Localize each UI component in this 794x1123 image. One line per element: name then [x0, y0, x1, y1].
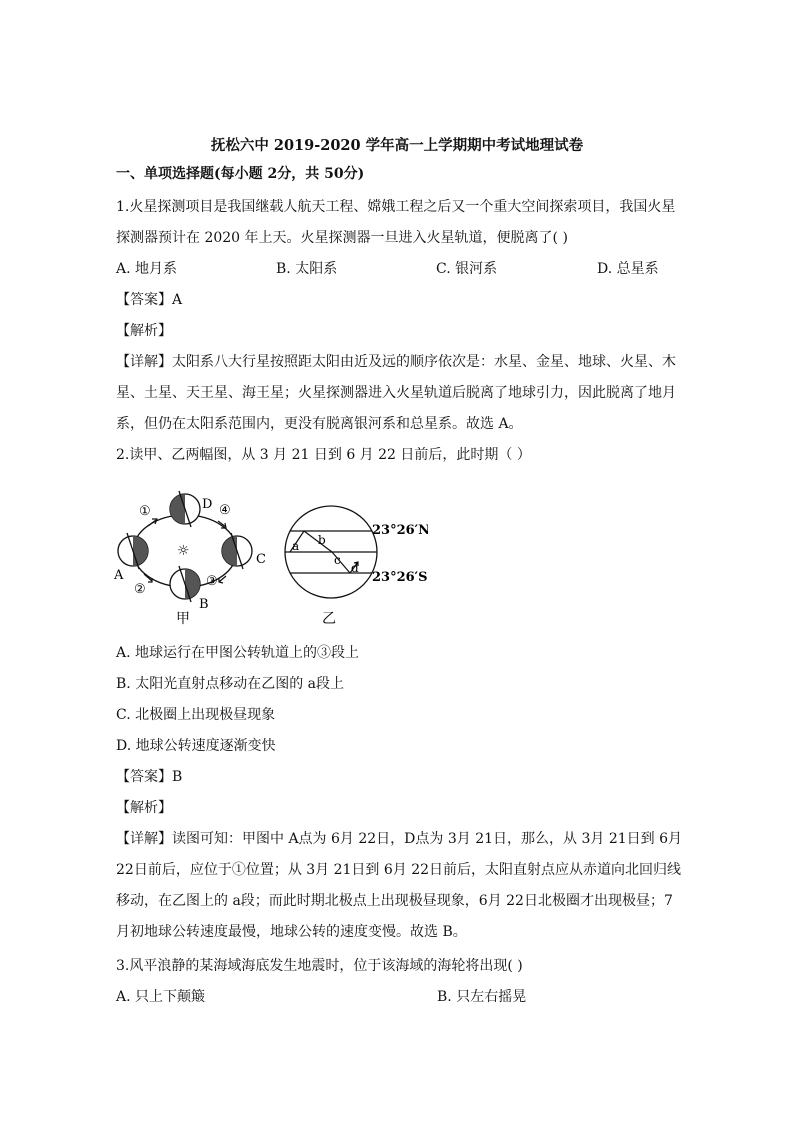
q2-detail-line-3: 移动，在乙图上的 a段；而此时期北极点上出现极昼现象，6月 22日北极圈才出现极昼；7: [116, 893, 673, 909]
q1-option-d: D. 总星系: [597, 261, 659, 277]
q2-answer: 【答案】B: [116, 769, 183, 785]
segment-c-label: c: [334, 553, 341, 567]
q3-option-a: A. 只上下颠簸: [116, 989, 206, 1005]
q2-detail-line-2: 22日前后，应位于①位置；从 3月 21日到 6月 22日前后，太阳直射点应从赤道向北回归线: [116, 862, 682, 878]
segment-4-label: ④: [219, 503, 231, 518]
q2-detail-line-4: 月初地球公转速度最慢，地球公转的速度变慢。故选 B。: [116, 924, 467, 940]
q1-option-c: C. 银河系: [436, 261, 498, 277]
figure-yi-caption: 乙: [322, 611, 336, 627]
sun-icon: ☼: [177, 543, 190, 559]
q1-analysis-label: 【解析】: [116, 323, 172, 339]
figure-jia-caption: 甲: [176, 611, 190, 627]
segment-b-label: b: [318, 533, 326, 547]
point-b-label: B: [199, 597, 209, 612]
segment-a-label: a: [292, 539, 300, 553]
q1-option-b: B. 太阳系: [276, 261, 338, 277]
q1-detail-line-1: 【详解】太阳系八大行星按照距太阳由近及远的顺序依次是：水星、金星、地球、火星、木: [116, 354, 676, 370]
segment-2-label: ②: [134, 582, 146, 597]
section-heading: 一、单项选择题(每小题 2分，共 50分): [116, 166, 365, 182]
q2-stem: 2.读甲、乙两幅图，从 3 月 21 日到 6 月 22 日前后，此时期（ ）: [116, 447, 531, 463]
q1-detail-line-2: 星、土星、天王星、海王星；火星探测器进入火星轨道后脱离了地球引力，因此脱离了地月: [116, 385, 676, 401]
q2-analysis-label: 【解析】: [116, 800, 172, 816]
segment-3-label: ③: [206, 574, 218, 589]
q1-answer: 【答案】A: [116, 292, 183, 308]
q1-stem-line-2: 探测器预计在 2020 年上天。火星探测器一旦进入火星轨道，便脱离了( ): [116, 230, 568, 246]
q2-option-b: B. 太阳光直射点移动在乙图的 a段上: [116, 676, 344, 692]
point-a-label: A: [114, 568, 124, 583]
q1-stem-line-1: 1.火星探测项目是我国继载人航天工程、嫦娥工程之后又一个重大空间探索项目，我国火星: [116, 199, 676, 215]
q2-option-d: D. 地球公转速度逐渐变快: [116, 738, 276, 754]
q3-option-b: B. 只左右摇晃: [437, 989, 527, 1005]
point-c-label: C: [256, 552, 266, 567]
q1-detail-line-3: 系，但仍在太阳系范围内，更没有脱离银河系和总星系。故选 A。: [116, 416, 523, 432]
q3-stem: 3.风平浪静的某海域海底发生地震时，位于该海域的海轮将出现( ): [116, 958, 523, 974]
page-title: 抚松六中 2019-2020 学年高一上学期期中考试地理试卷: [210, 137, 584, 154]
q2-detail-line-1: 【详解】读图可知：甲图中 A点为 6月 22日，D点为 3月 21日，那么，从 3月 21日到 6月: [116, 831, 683, 847]
segment-d-label: d: [351, 561, 359, 575]
lat-north-label: 23°26′N: [372, 523, 428, 538]
q2-option-c: C. 北极圈上出现极昼现象: [116, 707, 276, 723]
point-d-label: D: [202, 497, 213, 512]
q1-option-a: A. 地月系: [116, 261, 178, 277]
q2-option-a: A. 地球运行在甲图公转轨道上的③段上: [116, 645, 360, 661]
segment-1-label: ①: [139, 504, 151, 519]
lat-south-label: 23°26′S: [372, 570, 428, 585]
q2-figures: [108, 486, 428, 632]
